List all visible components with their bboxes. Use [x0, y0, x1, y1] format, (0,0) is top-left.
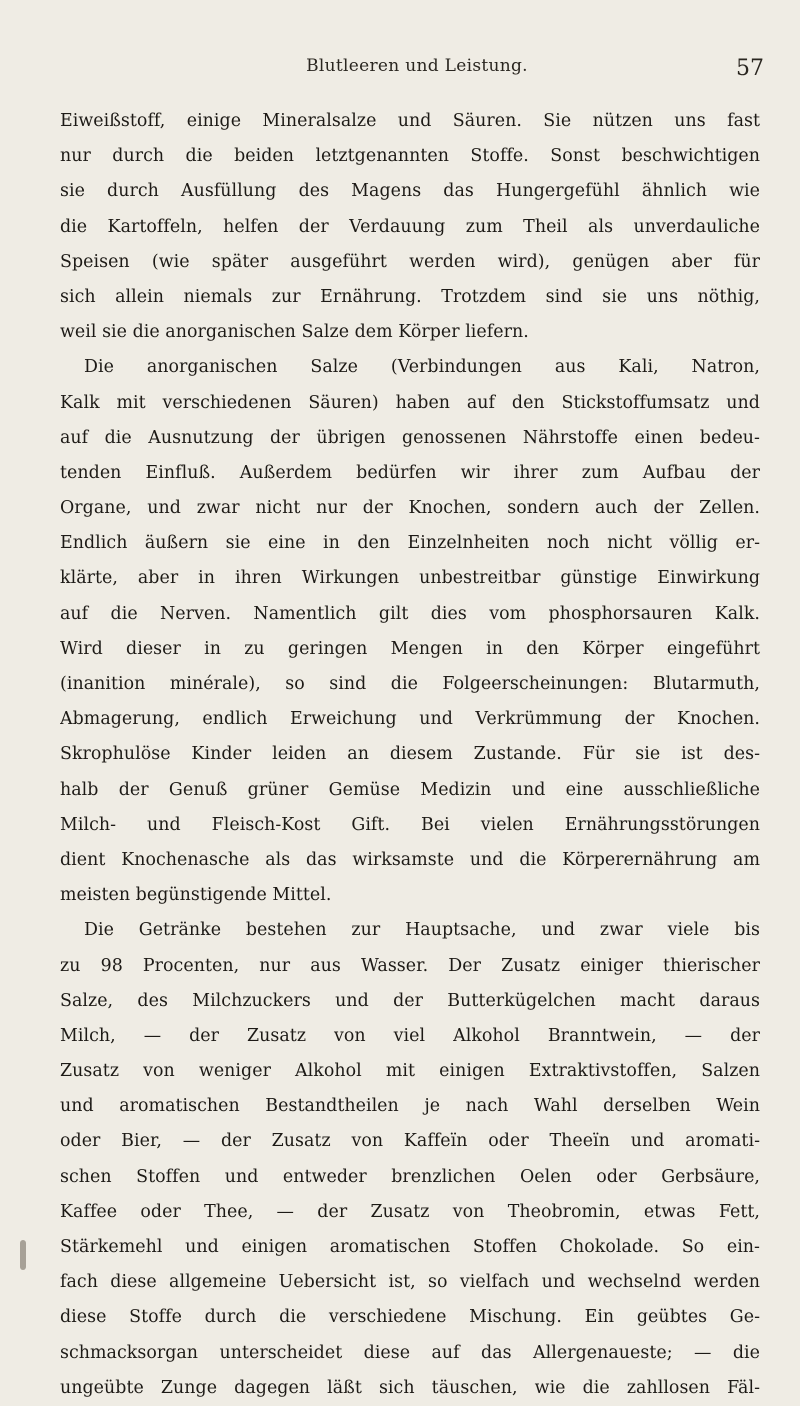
text-line: schen Stoffen und entweder brenzlichen Oelen oder Gerbsäure, — [60, 1166, 760, 1187]
text-line: Eiweißstoff, einige Mineralsalze und Säuren. Sie nützen uns fast — [60, 111, 760, 131]
running-title: Blutleeren und Leistung. — [306, 56, 528, 76]
text-line: ungeübte Zunge dagegen läßt sich täuschen, wie die zahllosen Fäl- — [60, 1377, 760, 1398]
text-line: Milch- und Fleisch-Kost Gift. Bei vielen Ernährungsstörungen — [60, 814, 760, 835]
body-text — [60, 104, 760, 1406]
text-line: Wird dieser in zu geringen Mengen in den Körper eingeführt — [60, 638, 760, 659]
text-line: Organe, und zwar nicht nur der Knochen, sondern auch der Zellen. — [60, 498, 760, 519]
text-line: Salze, des Milchzuckers und der Butterkügelchen macht daraus — [60, 990, 760, 1011]
text-line: dient Knochenasche als das wirksamste und die Körperernährung am — [60, 849, 760, 870]
text-line: halb der Genuß grüner Gemüse Medizin und eine ausschließliche — [60, 779, 760, 800]
running-header — [70, 56, 764, 86]
text-line: Die Getränke bestehen zur Hauptsache, und zwar viele bis — [84, 920, 760, 941]
text-line: nur durch die beiden letztgenannten Stoffe. Sonst beschwichtigen — [60, 146, 760, 167]
text-line: Abmagerung, endlich Erweichung und Verkrümmung der Knochen. — [60, 709, 760, 730]
text-line: Milch, — der Zusatz von viel Alkohol Branntwein, — der — [60, 1025, 760, 1046]
text-line: sie durch Ausfüllung des Magens das Hungergefühl ähnlich wie — [60, 181, 760, 202]
text-line: weil sie die anorganischen Salze dem Körper liefern. — [60, 322, 529, 343]
text-line: auf die Nerven. Namentlich gilt dies vom phosphorsauren Kalk. — [60, 603, 760, 624]
text-line: Stärkemehl und einigen aromatischen Stoffen Chokolade. So ein- — [60, 1237, 760, 1257]
text-line: Zusatz von weniger Alkohol mit einigen Extraktivstoffen, Salzen — [60, 1061, 760, 1082]
text-line: Die anorganischen Salze (Verbindungen aus Kali, Natron, — [84, 357, 760, 378]
text-line: zu 98 Procenten, nur aus Wasser. Der Zusatz einiger thierischer — [60, 955, 760, 976]
text-line: (inanition minérale), so sind die Folgeerscheinungen: Blutarmuth, — [60, 674, 760, 694]
text-line: diese Stoffe durch die verschiedene Mischung. Ein geübtes Ge- — [60, 1307, 760, 1328]
text-line: sich allein niemals zur Ernährung. Trotzdem sind sie uns nöthig, — [60, 286, 760, 307]
margin-stain — [20, 1240, 26, 1270]
text-line: Speisen (wie später ausgeführt werden wird), genügen aber für — [60, 251, 760, 272]
text-line: auf die Ausnutzung der übrigen genossenen Nährstoffe einen bedeu- — [60, 427, 760, 448]
text-line: tenden Einfluß. Außerdem bedürfen wir ihrer zum Aufbau der — [60, 462, 760, 483]
text-line: Endlich äußern sie eine in den Einzelnheiten noch nicht völlig er- — [60, 533, 760, 554]
page-number: 57 — [736, 56, 764, 81]
text-line: meisten begünstigende Mittel. — [60, 885, 332, 906]
text-line: oder Bier, — der Zusatz von Kaffeïn oder Theeïn und aromati- — [60, 1131, 760, 1152]
text-line: Kaffee oder Thee, — der Zusatz von Theobromin, etwas Fett, — [60, 1201, 760, 1222]
text-line: Skrophulöse Kinder leiden an diesem Zustande. Für sie ist des- — [60, 744, 760, 765]
text-line: fach diese allgemeine Uebersicht ist, so vielfach und wechselnd werden — [60, 1272, 760, 1293]
text-line: schmacksorgan unterscheidet diese auf das Allergenaueste; — die — [60, 1342, 760, 1363]
text-line: die Kartoffeln, helfen der Verdauung zum Theil als unverdauliche — [60, 216, 760, 237]
text-line: und aromatischen Bestandtheilen je nach Wahl derselben Wein — [60, 1096, 760, 1117]
text-line: Kalk mit verschiedenen Säuren) haben auf den Stickstoffumsatz und — [60, 392, 760, 413]
text-line: klärte, aber in ihren Wirkungen unbestreitbar günstige Einwirkung — [60, 568, 760, 589]
